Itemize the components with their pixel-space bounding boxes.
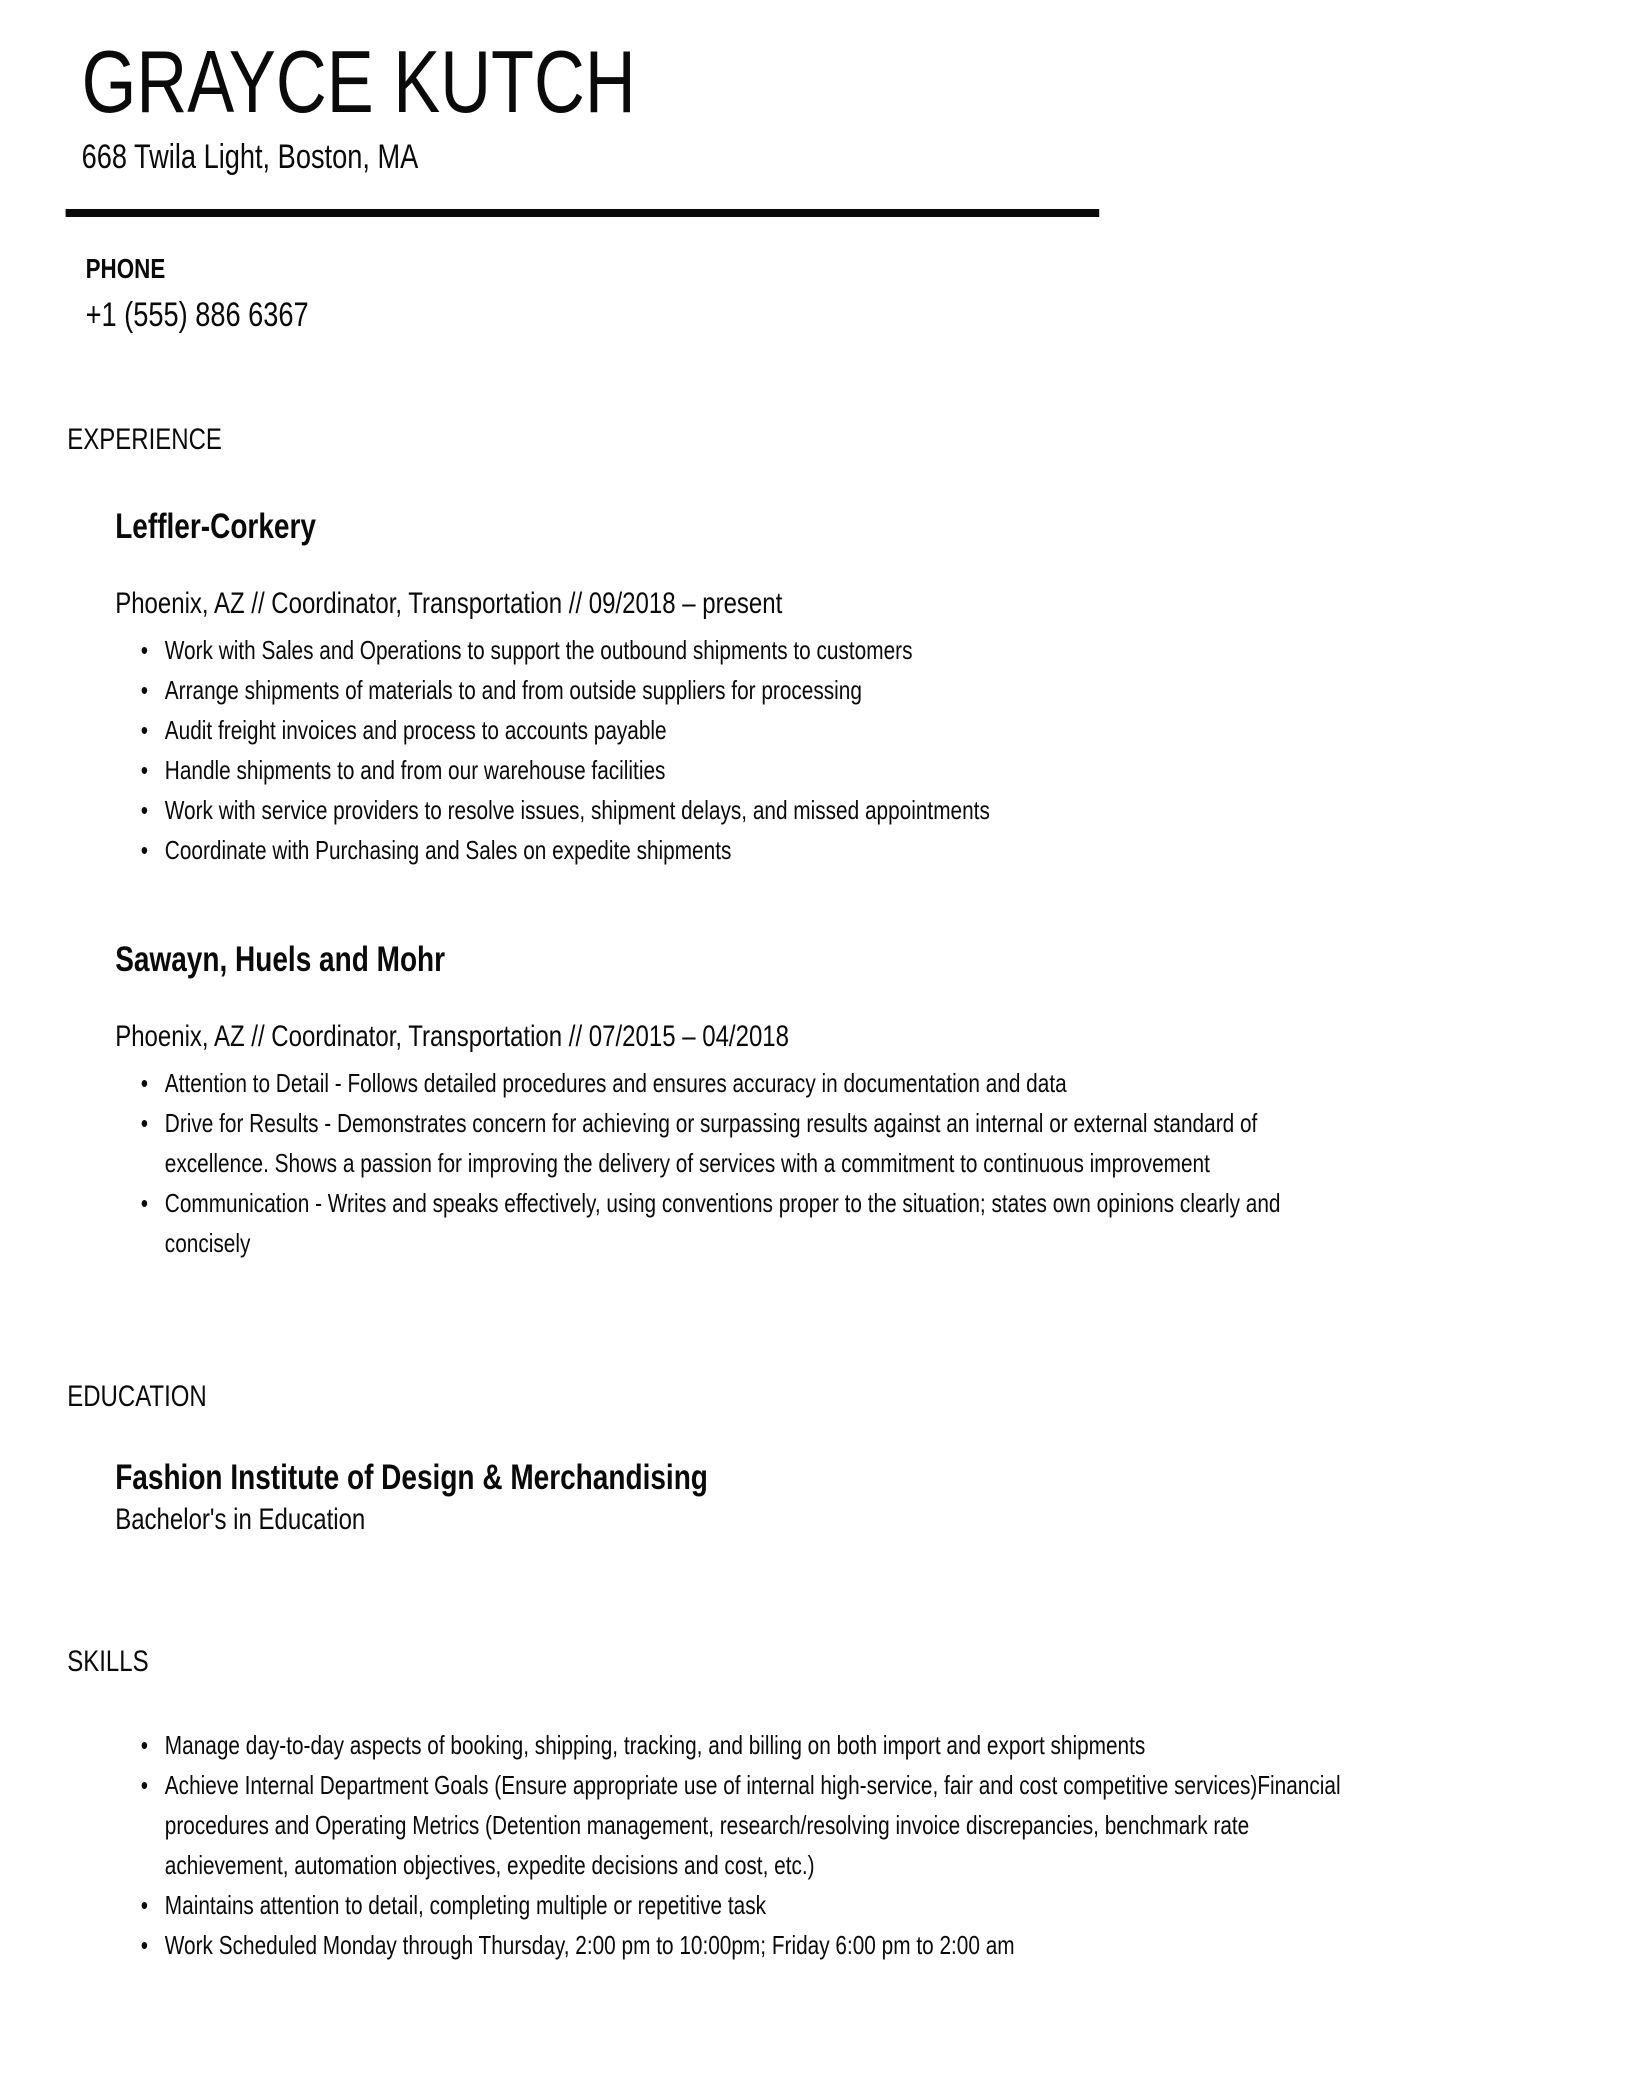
bullet-dot-icon: • <box>140 1108 149 1138</box>
experience-section-title: EXPERIENCE <box>67 423 222 456</box>
skill-text: Maintains attention to detail, completing multiple or repetitive task <box>164 1890 767 1920</box>
bullet-dot-icon: • <box>140 1770 149 1800</box>
company-name: Sawayn, Huels and Mohr <box>115 940 446 979</box>
school-name: Fashion Institute of Design & Merchandising <box>115 1458 708 1497</box>
person-name: GRAYCE KUTCH <box>81 32 636 131</box>
job-bullet-text: Work with service providers to resolve issues, shipment delays, and missed appointments <box>164 795 990 825</box>
bullet-dot-icon: • <box>140 835 149 865</box>
job-bullet <box>140 1183 1351 1263</box>
bullet-dot-icon: • <box>140 1068 149 1098</box>
skill-item <box>140 1885 1351 1925</box>
job-bullet-text: Attention to Detail - Follows detailed procedures and ensures accuracy in documentation and data <box>164 1068 1067 1098</box>
bullet-dot-icon: • <box>140 675 149 705</box>
job-bullet <box>140 830 1351 870</box>
skill-item <box>140 1725 1351 1765</box>
skills-section-title: SKILLS <box>67 1645 149 1678</box>
skill-text: Work Scheduled Monday through Thursday, 2:00 pm to 10:00pm; Friday 6:00 pm to 2:00 am <box>164 1930 1015 1960</box>
job-bullet <box>140 1063 1351 1103</box>
skill-item <box>140 1925 1351 1965</box>
job-meta: Phoenix, AZ // Coordinator, Transportation // 09/2018 – present <box>115 587 783 620</box>
job-bullet-text: Coordinate with Purchasing and Sales on expedite shipments <box>164 835 732 865</box>
job-bullet-text: Audit freight invoices and process to accounts payable <box>164 715 667 745</box>
job-bullet-list <box>0 630 1350 870</box>
job-meta: Phoenix, AZ // Coordinator, Transportation // 07/2015 – 04/2018 <box>115 1020 789 1053</box>
job-bullet <box>140 710 1351 750</box>
company-name: Leffler-Corkery <box>115 507 316 546</box>
bullet-dot-icon: • <box>140 755 149 785</box>
phone-value: +1 (555) 886 6367 <box>85 296 309 334</box>
job-bullet <box>140 750 1351 790</box>
bullet-dot-icon: • <box>140 635 149 665</box>
job-bullet-text: Communication - Writes and speaks effectively, using conventions proper to the situation; states own opinions clearly and concisely <box>164 1188 1281 1258</box>
person-address: 668 Twila Light, Boston, MA <box>81 138 419 176</box>
skill-text: Achieve Internal Department Goals (Ensure appropriate use of internal high-service, fair and cost competitive services)Financial procedures and Operating Metrics (Detention management, research/resolving invoice discrepancies, benchmark rate achievement, automation objectives, expedite decisions and cost, etc.) <box>164 1770 1341 1880</box>
job-bullet-text: Work with Sales and Operations to support the outbound shipments to customers <box>164 635 913 665</box>
header-divider <box>66 209 1100 217</box>
job-bullet <box>140 1103 1351 1183</box>
phone-label: PHONE <box>85 253 166 284</box>
bullet-dot-icon: • <box>140 1890 149 1920</box>
job-bullet <box>140 630 1351 670</box>
bullet-dot-icon: • <box>140 715 149 745</box>
skills-list <box>0 1725 1350 1965</box>
degree: Bachelor's in Education <box>115 1503 366 1536</box>
skill-text: Manage day-to-day aspects of booking, shipping, tracking, and billing on both import and export shipments <box>164 1730 1146 1760</box>
job-bullet-text: Handle shipments to and from our warehouse facilities <box>164 755 666 785</box>
job-bullet-text: Arrange shipments of materials to and from outside suppliers for processing <box>164 675 862 705</box>
job-bullet <box>140 790 1351 830</box>
job-bullet-list <box>0 1063 1350 1263</box>
job-bullet <box>140 670 1351 710</box>
bullet-dot-icon: • <box>140 1188 149 1218</box>
bullet-dot-icon: • <box>140 795 149 825</box>
education-section-title: EDUCATION <box>67 1380 207 1413</box>
skill-item <box>140 1765 1351 1885</box>
job-bullet-text: Drive for Results - Demonstrates concern for achieving or surpassing results against an internal or external standard of excellence. Shows a passion for improving the delivery of services with a commitment to continuous improvement <box>164 1108 1258 1178</box>
bullet-dot-icon: • <box>140 1930 149 1960</box>
bullet-dot-icon: • <box>140 1730 149 1760</box>
